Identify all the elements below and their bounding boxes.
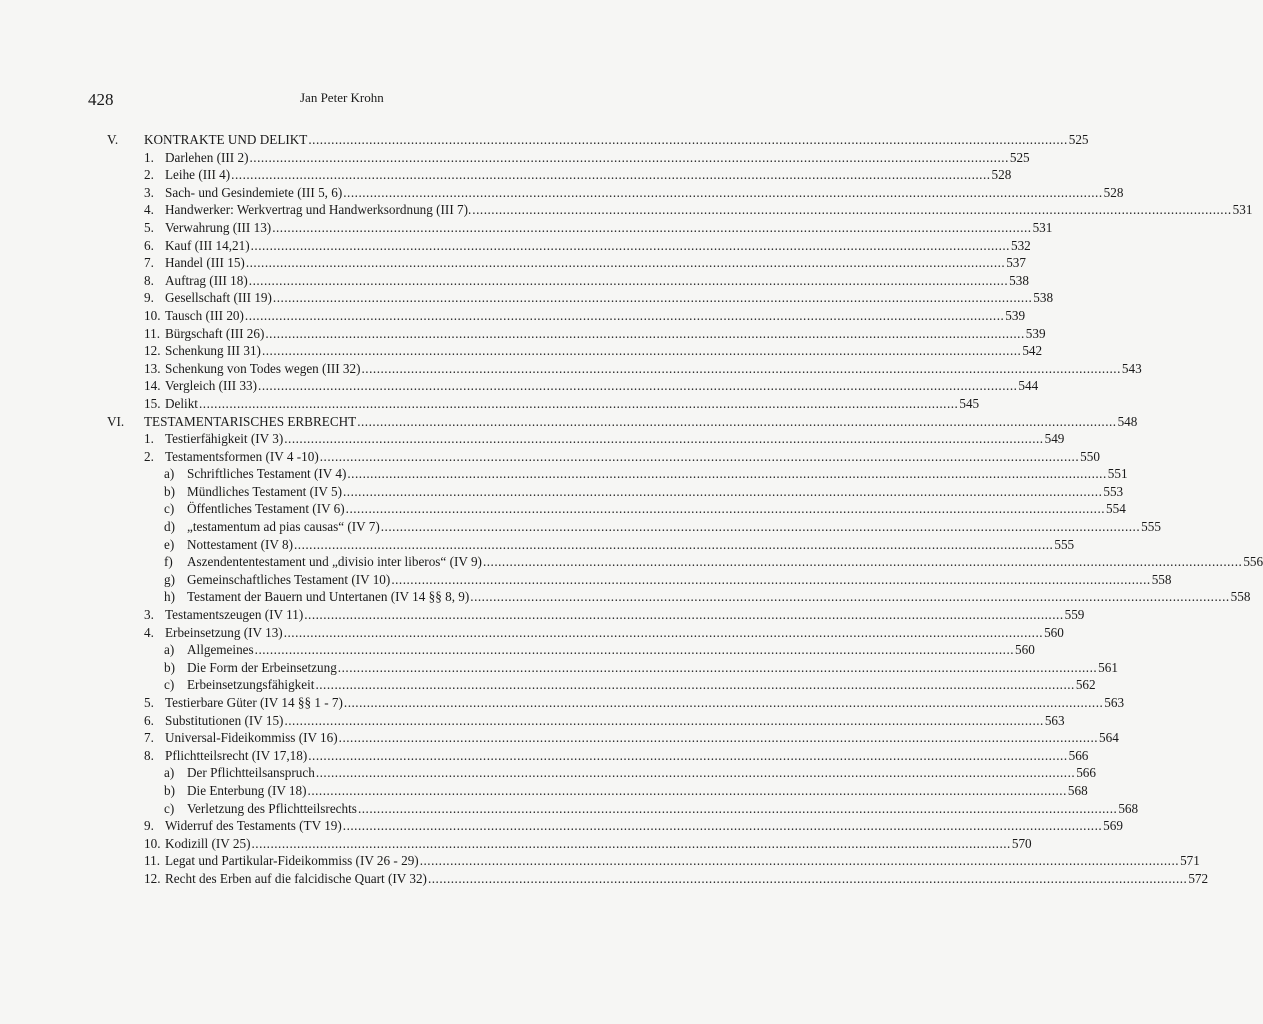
toc-leader-dots: ........................................................................................................................................................................................................	[347, 466, 1107, 482]
toc-leader-dots: ........................................................................................................................................................................................................	[231, 167, 991, 183]
toc-entry-number: 10.	[144, 835, 161, 851]
toc-entry-page: 559	[1064, 607, 1085, 623]
toc-entry-number: b)	[164, 659, 175, 675]
toc-entry-title: „testamentum ad pias causas“ (IV 7)	[187, 519, 380, 535]
toc-entry	[0, 289, 1054, 307]
toc-entry-title: Aszendententestament und „divisio inter liberos“ (IV 9)	[187, 554, 482, 570]
toc-leader-dots: ........................................................................................................................................................................................................	[472, 202, 1232, 218]
toc-entry-title: Testament der Bauern und Untertanen (IV 14 §§ 8, 9)	[187, 589, 470, 605]
table-of-contents	[0, 131, 1263, 888]
toc-entry	[0, 835, 1032, 853]
toc-entry-number: VI.	[107, 413, 125, 429]
toc-leader-dots: ........................................................................................................................................................................................................	[245, 255, 1006, 271]
toc-leader-dots: ........................................................................................................................................................................................................	[343, 184, 1103, 200]
toc-entry	[0, 729, 1119, 747]
toc-leader-dots: ........................................................................................................................................................................................................	[427, 870, 1188, 886]
toc-leader-dots: ........................................................................................................................................................................................................	[304, 607, 1064, 623]
toc-entry-title: Nottestament (IV 8)	[187, 536, 293, 552]
toc-entry-number: f)	[164, 554, 173, 570]
toc-entry	[0, 272, 1029, 290]
toc-entry-page: 539	[1005, 307, 1026, 323]
toc-entry-page: 531	[1032, 219, 1053, 235]
toc-entry	[0, 782, 1088, 800]
toc-entry-number: 3.	[144, 184, 154, 200]
toc-entry-number: e)	[164, 536, 175, 552]
toc-entry-title: Testamentsformen (IV 4 -10)	[165, 448, 319, 464]
toc-entry	[0, 325, 1046, 343]
toc-entry	[0, 307, 1026, 325]
toc-entry	[0, 430, 1065, 448]
toc-entry-page: 525	[1068, 132, 1089, 147]
toc-entry	[0, 448, 1100, 466]
toc-entry-page: 563	[1044, 712, 1065, 728]
toc-entry	[0, 500, 1126, 518]
toc-entry-title: Universal-Fideikommiss (IV 16)	[165, 730, 338, 746]
toc-entry	[0, 465, 1128, 483]
toc-entry-number: 2.	[144, 167, 154, 183]
toc-entry-title: Testamentszeugen (IV 11)	[165, 607, 304, 623]
toc-entry-title: Vergleich (III 33)	[165, 378, 258, 394]
page-number: 428	[88, 90, 114, 109]
toc-entry-page: 566	[1068, 747, 1089, 763]
toc-entry	[0, 342, 1043, 360]
toc-entry-page: 525	[1009, 149, 1030, 165]
toc-leader-dots: ........................................................................................................................................................................................................	[343, 695, 1104, 710]
toc-entry	[0, 483, 1124, 501]
toc-entry	[0, 131, 1089, 149]
toc-entry-number: 15.	[144, 395, 161, 411]
toc-entry-page: 531	[1232, 202, 1253, 218]
toc-entry	[0, 588, 1251, 606]
toc-entry-page: 544	[1018, 378, 1039, 394]
toc-entry	[0, 747, 1089, 765]
toc-entry-page: 566	[1076, 765, 1096, 781]
toc-entry-number: V.	[107, 132, 119, 147]
toc-leader-dots: ........................................................................................................................................................................................................	[198, 395, 959, 411]
toc-entry-title: Auftrag (III 18)	[165, 272, 248, 288]
toc-leader-dots: ........................................................................................................................................................................................................	[251, 835, 1011, 851]
toc-entry	[0, 606, 1085, 624]
toc-entry	[0, 712, 1065, 730]
toc-entry-title: Erbeinsetzungsfähigkeit	[187, 677, 315, 693]
toc-entry	[0, 395, 980, 413]
toc-entry-title: Mündliches Testament (IV 5)	[187, 483, 342, 499]
toc-entry-title: Gesellschaft (III 19)	[165, 290, 272, 306]
toc-entry-number: 10.	[144, 307, 161, 323]
toc-leader-dots: ........................................................................................................................................................................................................	[272, 290, 1033, 306]
toc-entry	[0, 149, 1030, 167]
toc-entry-page: 569	[1103, 818, 1123, 834]
toc-entry-page: 551	[1107, 466, 1128, 482]
toc-entry-number: 2.	[144, 448, 154, 464]
toc-entry-number: 9.	[144, 818, 154, 834]
toc-entry-number: d)	[164, 519, 175, 535]
toc-entry-page: 538	[1009, 272, 1029, 288]
toc-entry-number: a)	[164, 466, 175, 482]
toc-entry-page: 568	[1118, 800, 1139, 816]
toc-entry-number: 12.	[144, 343, 161, 359]
toc-leader-dots: ........................................................................................................................................................................................................	[357, 800, 1118, 816]
toc-entry-number: a)	[164, 642, 175, 658]
toc-entry-page: 568	[1067, 782, 1088, 798]
toc-entry-title: Schriftliches Testament (IV 4)	[187, 466, 347, 482]
toc-entry-number: c)	[164, 800, 175, 816]
toc-leader-dots: ........................................................................................................................................................................................................	[315, 677, 1075, 693]
toc-entry	[0, 800, 1139, 818]
toc-entry-page: 542	[1022, 343, 1043, 359]
toc-entry-page: 550	[1080, 448, 1100, 464]
toc-entry-number: 5.	[144, 219, 154, 235]
toc-entry-title: Darlehen (III 2)	[165, 149, 249, 165]
toc-leader-dots: ........................................................................................................................................................................................................	[283, 624, 1044, 640]
toc-entry	[0, 553, 1263, 571]
toc-leader-dots: ........................................................................................................................................................................................................	[338, 730, 1099, 746]
toc-entry-title: Testierbare Güter (IV 14 §§ 1 - 7)	[165, 695, 343, 710]
toc-entry-title: Testierfähigkeit (IV 3)	[165, 431, 284, 447]
toc-entry-title: Allgemeines	[187, 642, 254, 658]
toc-entry-number: 11.	[144, 325, 160, 341]
toc-entry	[0, 764, 1096, 782]
toc-leader-dots: ........................................................................................................................................................................................................	[293, 536, 1054, 552]
toc-entry-number: 3.	[144, 607, 154, 623]
toc-entry-title: Kauf (III 14,21)	[165, 237, 250, 253]
toc-entry-title: Die Form der Erbeinsetzung	[187, 659, 337, 675]
toc-entry-title: Gemeinschaftliches Testament (IV 10)	[187, 571, 391, 587]
toc-entry-page: 545	[959, 395, 980, 411]
toc-entry-number: c)	[164, 501, 175, 517]
toc-entry-number: 6.	[144, 237, 154, 253]
toc-entry-number: 8.	[144, 272, 154, 288]
toc-entry	[0, 641, 1035, 659]
toc-leader-dots: ........................................................................................................................................................................................................	[345, 501, 1106, 517]
toc-entry-number: 5.	[144, 695, 154, 710]
toc-entry-page: 549	[1044, 431, 1065, 447]
toc-leader-dots: ........................................................................................................................................................................................................	[337, 659, 1098, 675]
toc-entry	[0, 659, 1118, 677]
toc-entry-page: 554	[1106, 501, 1126, 517]
toc-entry-page: 560	[1015, 642, 1035, 658]
running-head: Jan Peter Krohn	[300, 90, 384, 105]
toc-entry-page: 548	[1117, 413, 1138, 429]
toc-entry-number: 4.	[144, 202, 154, 218]
toc-entry-page: 537	[1006, 255, 1026, 271]
toc-entry-number: 13.	[144, 360, 161, 376]
toc-leader-dots: ........................................................................................................................................................................................................	[419, 853, 1180, 869]
toc-leader-dots: ........................................................................................................................................................................................................	[361, 360, 1121, 376]
toc-entry-number: 7.	[144, 730, 154, 746]
toc-entry-number: 14.	[144, 378, 161, 394]
toc-entry-page: 563	[1104, 695, 1125, 710]
toc-entry-title: Substitutionen (IV 15)	[165, 712, 284, 728]
toc-entry	[0, 852, 1200, 870]
toc-leader-dots: ........................................................................................................................................................................................................	[284, 431, 1044, 447]
toc-entry-page: 564	[1099, 730, 1119, 746]
toc-leader-dots: ........................................................................................................................................................................................................	[308, 747, 1068, 763]
toc-leader-dots: ........................................................................................................................................................................................................	[380, 519, 1141, 535]
toc-entry-number: 7.	[144, 255, 154, 271]
toc-entry-page: 543	[1121, 360, 1142, 376]
toc-entry-number: 6.	[144, 712, 154, 728]
toc-entry	[0, 237, 1031, 255]
toc-leader-dots: ........................................................................................................................................................................................................	[315, 765, 1076, 781]
toc-entry	[0, 624, 1064, 642]
toc-entry-number: 12.	[144, 870, 161, 886]
toc-entry	[0, 870, 1209, 888]
toc-entry-page: 555	[1141, 519, 1161, 535]
toc-leader-dots: ........................................................................................................................................................................................................	[342, 483, 1103, 499]
toc-entry-number: h)	[164, 589, 175, 605]
toc-entry-number: a)	[164, 765, 175, 781]
toc-entry-title: Schenkung III 31)	[165, 343, 261, 359]
toc-entry-number: b)	[164, 782, 175, 798]
toc-entry-page: 556	[1243, 554, 1263, 570]
toc-entry-title: Kodizill (IV 25)	[165, 835, 251, 851]
toc-entry	[0, 518, 1161, 536]
toc-entry-page: 571	[1180, 853, 1200, 869]
toc-entry-title: Bürgschaft (III 26)	[165, 325, 265, 341]
toc-entry-title: Die Enterbung (IV 18)	[187, 782, 307, 798]
toc-entry-page: 558	[1151, 571, 1172, 587]
toc-entry-number: 8.	[144, 747, 154, 763]
toc-leader-dots: ........................................................................................................................................................................................................	[357, 413, 1117, 429]
toc-entry-number: 1.	[144, 149, 154, 165]
toc-entry-page: 528	[1103, 184, 1124, 200]
toc-leader-dots: ........................................................................................................................................................................................................	[307, 782, 1067, 798]
toc-entry-page: 560	[1044, 624, 1064, 640]
toc-leader-dots: ........................................................................................................................................................................................................	[470, 589, 1230, 605]
toc-entry-page: 562	[1075, 677, 1096, 693]
toc-entry-title: Schenkung von Todes wegen (III 32)	[165, 360, 361, 376]
toc-leader-dots: ........................................................................................................................................................................................................	[248, 272, 1009, 288]
toc-entry-title: Verwahrung (III 13)	[165, 219, 272, 235]
toc-leader-dots: ........................................................................................................................................................................................................	[249, 149, 1009, 165]
toc-entry	[0, 377, 1039, 395]
toc-entry	[0, 254, 1026, 272]
toc-leader-dots: ........................................................................................................................................................................................................	[319, 448, 1080, 464]
toc-entry-title: Recht des Erben auf die falcidische Quart (IV 32)	[165, 870, 427, 886]
toc-entry-number: g)	[164, 571, 175, 587]
toc-entry-title: Tausch (III 20)	[165, 307, 244, 323]
toc-entry-title: Öffentliches Testament (IV 6)	[187, 501, 345, 517]
toc-entry-title: KONTRAKTE UND DELIKT	[144, 132, 308, 147]
toc-entry	[0, 184, 1124, 202]
toc-leader-dots: ........................................................................................................................................................................................................	[342, 818, 1103, 834]
toc-leader-dots: ........................................................................................................................................................................................................	[261, 343, 1022, 359]
toc-entry-page: 570	[1011, 835, 1032, 851]
toc-leader-dots: ........................................................................................................................................................................................................	[244, 307, 1005, 323]
toc-entry-title: Der Pflichtteilsanspruch	[187, 765, 315, 781]
toc-leader-dots: ........................................................................................................................................................................................................	[308, 132, 1068, 147]
toc-entry-page: 532	[1010, 237, 1031, 253]
toc-leader-dots: ........................................................................................................................................................................................................	[250, 237, 1010, 253]
toc-entry-page: 539	[1025, 325, 1046, 341]
toc-entry-title: Delikt	[165, 395, 198, 411]
toc-leader-dots: ........................................................................................................................................................................................................	[284, 712, 1044, 728]
toc-entry-page: 553	[1103, 483, 1124, 499]
toc-entry-title: TESTAMENTARISCHES ERBRECHT	[144, 413, 357, 429]
toc-leader-dots: ........................................................................................................................................................................................................	[272, 219, 1032, 235]
toc-entry-number: 9.	[144, 290, 154, 306]
toc-entry-page: 558	[1230, 589, 1251, 605]
toc-entry-title: Legat und Partikular-Fideikommiss (IV 26 - 29)	[165, 853, 419, 869]
toc-entry-title: Sach- und Gesindemiete (III 5, 6)	[165, 184, 343, 200]
toc-entry	[0, 694, 1125, 712]
toc-entry-title: Verletzung des Pflichtteilsrechts	[187, 800, 357, 816]
toc-entry-number: b)	[164, 483, 175, 499]
toc-entry-page: 555	[1054, 536, 1075, 552]
toc-leader-dots: ........................................................................................................................................................................................................	[482, 554, 1243, 570]
toc-entry	[0, 219, 1053, 237]
toc-entry-number: 11.	[144, 853, 160, 869]
toc-entry	[0, 413, 1138, 431]
toc-entry-title: Pflichtteilsrecht (IV 17,18)	[165, 747, 308, 763]
toc-entry-title: Widerruf des Testaments (TV 19)	[165, 818, 342, 834]
toc-entry-title: Handel (III 15)	[165, 255, 245, 271]
toc-leader-dots: ........................................................................................................................................................................................................	[391, 571, 1151, 587]
toc-entry-number: 1.	[144, 431, 154, 447]
toc-entry-title: Erbeinsetzung (IV 13)	[165, 624, 283, 640]
toc-entry-page: 561	[1098, 659, 1118, 675]
toc-entry-page: 528	[991, 167, 1012, 183]
toc-entry	[0, 166, 1012, 184]
toc-leader-dots: ........................................................................................................................................................................................................	[258, 378, 1018, 394]
toc-leader-dots: ........................................................................................................................................................................................................	[254, 642, 1015, 658]
toc-entry-number: 4.	[144, 624, 154, 640]
toc-entry-page: 572	[1188, 870, 1209, 886]
toc-entry	[0, 536, 1075, 554]
toc-entry	[0, 360, 1142, 378]
toc-entry	[0, 817, 1123, 835]
toc-entry-title: Handwerker: Werkvertrag und Handwerksordnung (III 7).	[165, 202, 472, 218]
toc-leader-dots: ........................................................................................................................................................................................................	[265, 325, 1025, 341]
toc-entry-title: Leihe (III 4)	[165, 167, 231, 183]
toc-entry-number: c)	[164, 677, 175, 693]
toc-entry	[0, 571, 1172, 589]
toc-entry-page: 538	[1033, 290, 1054, 306]
toc-entry	[0, 201, 1253, 219]
toc-entry	[0, 676, 1096, 694]
